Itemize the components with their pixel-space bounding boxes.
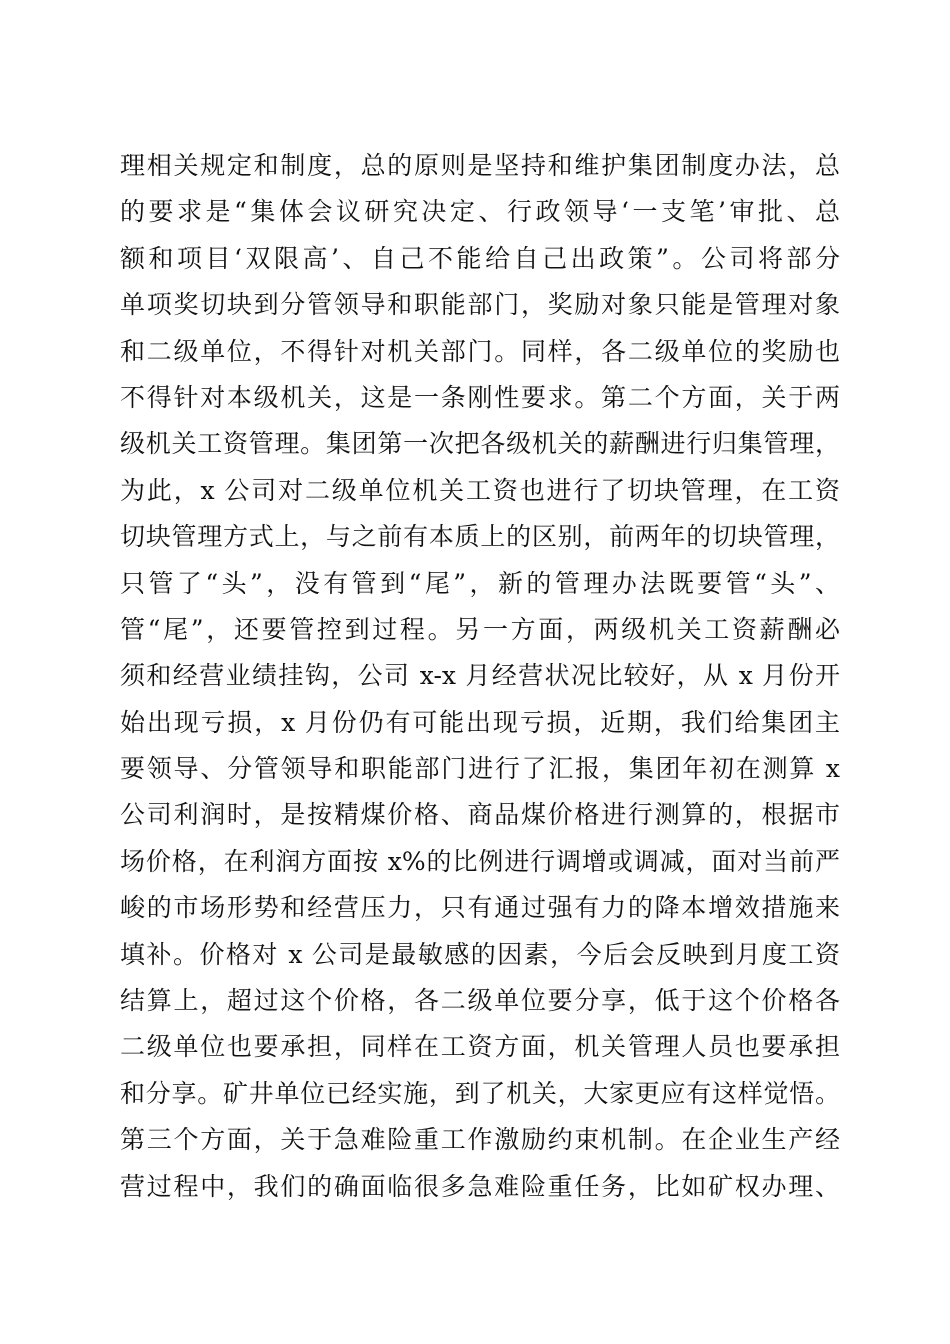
text-line: 须和经营业绩挂钩，公司 x-x 月经营状况比较好，从 x 月份开 bbox=[120, 661, 840, 691]
text-line: 不得针对本级机关，这是一条刚性要求。第二个方面，关于两 bbox=[120, 382, 840, 412]
text-line: 理相关规定和制度，总的原则是坚持和维护集团制度办法，总 bbox=[120, 151, 840, 180]
text-line: 营过程中，我们的确面临很多急难险重任务，比如矿权办理、 bbox=[120, 1171, 840, 1201]
text-line: 和分享。矿井单位已经实施，到了机关，大家更应有这样觉悟。 bbox=[120, 1078, 840, 1108]
text-line: 单项奖切块到分管领导和职能部门，奖励对象只能是管理对象 bbox=[120, 290, 840, 320]
text-line: 填补。价格对 x 公司是最敏感的因素，今后会反映到月度工资 bbox=[120, 939, 840, 969]
text-line: 始出现亏损，x 月份仍有可能出现亏损，近期，我们给集团主 bbox=[120, 707, 840, 737]
text-line: 场价格，在利润方面按 x%的比例进行调增或调减，面对当前严 bbox=[120, 846, 840, 876]
text-line: 公司利润时，是按精煤价格、商品煤价格进行测算的，根据市 bbox=[120, 800, 840, 830]
text-line: 级机关工资管理。集团第一次把各级机关的薪酬进行归集管理， bbox=[120, 429, 840, 459]
body-paragraph bbox=[120, 143, 840, 1210]
text-line: 为此，x 公司对二级单位机关工资也进行了切块管理，在工资 bbox=[120, 475, 840, 505]
text-line: 峻的市场形势和经营压力，只有通过强有力的降本增效措施来 bbox=[120, 893, 840, 923]
text-line: 的要求是“集体会议研究决定、行政领导‘一支笔’审批、总 bbox=[120, 197, 840, 227]
text-line: 第三个方面，关于急难险重工作激励约束机制。在企业生产经 bbox=[120, 1125, 840, 1155]
text-line: 管“尾”，还要管控到过程。另一方面，两级机关工资薪酬必 bbox=[120, 614, 840, 644]
text-line: 和二级单位，不得针对机关部门。同样，各二级单位的奖励也 bbox=[120, 336, 840, 366]
text-line: 结算上，超过这个价格，各二级单位要分享，低于这个价格各 bbox=[120, 986, 840, 1016]
text-line: 切块管理方式上，与之前有本质上的区别，前两年的切块管理， bbox=[120, 522, 840, 552]
text-line: 额和项目‘双限高’、自己不能给自己出政策”。公司将部分 bbox=[120, 243, 840, 273]
text-line: 只管了“头”，没有管到“尾”，新的管理办法既要管“头”、 bbox=[120, 568, 840, 598]
text-line: 要领导、分管领导和职能部门进行了汇报，集团年初在测算 x bbox=[120, 754, 840, 784]
text-line: 二级单位也要承担，同样在工资方面，机关管理人员也要承担 bbox=[120, 1032, 840, 1062]
